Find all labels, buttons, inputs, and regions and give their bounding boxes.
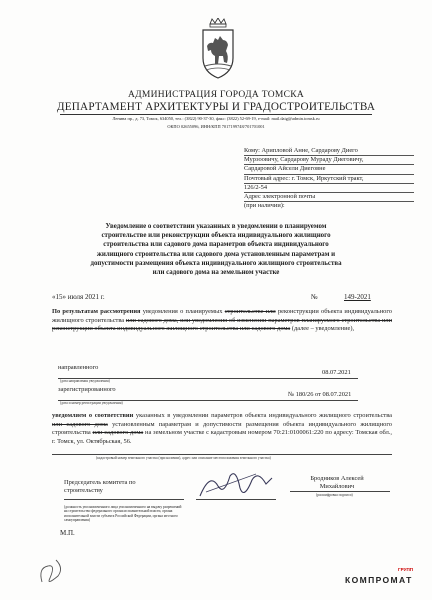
recipient-address: Почтовый адрес: г. Томск, Иркутский тракт, — [244, 175, 414, 184]
body-text: (далее – уведомление), — [290, 325, 355, 333]
header-okpo: ОКПО 02655096, ИНН/КПП 7017199748/701701001 — [167, 124, 265, 129]
body-lead: уведомляем о соответствии — [52, 412, 134, 419]
body-text: уведомления о планируемых — [140, 308, 225, 315]
body-struck-text: или садового дома — [92, 429, 144, 437]
cadastral-caption: (кадастровый номер земельного участка (при наличии), адрес или описание местоположения земельного участка) — [96, 456, 271, 460]
watermark-sub: ГРУПП — [398, 567, 414, 572]
recipient-line: Мурзоовичу, Сардарову Мураду Диеговичу, — [244, 156, 414, 165]
recipient-email-note: (при наличии): — [244, 202, 285, 210]
recipient-line: Кому: Арипловой Анне, Сардарову Диего — [244, 147, 414, 156]
title-line: Уведомление о соответствии указанных в уведомлении о планируемом — [105, 223, 327, 230]
header-department: ДЕПАРТАМЕНТ АРХИТЕКТУРЫ И ГРАДОСТРОИТЕЛЬСТВА — [56, 101, 376, 113]
registered-caption: (дата и номер регистрации уведомления) — [60, 401, 123, 405]
stamp-place-label: М.П. — [60, 529, 75, 537]
title-line: или садового дома на земельном участке — [152, 269, 280, 277]
registered-value: № 180/26 от 08.07.2021 — [288, 391, 352, 398]
title-line: строительства или садового дома параметров объекта индивидуального — [103, 241, 329, 249]
body-paragraph-1 — [52, 308, 392, 334]
body-text: реконструкции объекта индивидуального жилищного строительства — [52, 308, 392, 324]
recipient-line: Сардаровой Айсели Диеговне — [244, 165, 414, 174]
watermark-logo: КОМПРОМАТ — [345, 575, 413, 585]
notice-number: 149-2021 — [344, 293, 371, 301]
sent-caption: (дата направления уведомления) — [60, 379, 110, 383]
body-text: на земельном участке с кадастровым номером 70:21:0100061:220 по адресу: Томская обл., г. Томск, ул. Октябрьская, 56. — [52, 429, 392, 445]
notice-date: «15» июля 2021 г. — [52, 293, 105, 301]
signatory-position — [64, 479, 136, 495]
body-paragraph-2 — [52, 412, 392, 446]
body-text: установленным параметрам и допустимости размещения объекта индивидуального жилищного строительства — [52, 420, 392, 437]
title-line: строительстве или реконструкции объекта индивидуального жилищного — [101, 232, 331, 240]
sent-value: 08.07.2021 — [322, 369, 351, 376]
signatory-name — [282, 475, 392, 491]
handwritten-signature — [196, 466, 276, 502]
position-line: Председатель комитета по — [64, 479, 136, 486]
title-line: жилищного строительства или садового дома установленным параметрам и — [96, 250, 336, 258]
position-line: строительству — [64, 487, 103, 494]
recipient-block — [244, 147, 414, 210]
sent-label: направленного — [58, 364, 99, 371]
name-underline — [290, 491, 390, 492]
cadastral-underline — [52, 454, 392, 455]
position-caption: (должность уполномоченного лица уполномоченного на выдачу разрешений на строительство федерального органа исполнительной власти, органа исполнительной власти субъекта Российской Федерации, органа местного самоуправления) — [64, 505, 182, 523]
signature-underline — [196, 499, 276, 500]
body-struck-text: или садового дома, или уведомления об изменении параметров планируемого строительства или реконструкции объекта индивидуального жилищного строительства или садового дома — [52, 316, 392, 333]
registered-label: зарегистрированного — [58, 386, 116, 393]
header-address: Ленина пр., д. 73, Томск, 634050, тел.: (3822) 90-37-30, факс: (3822) 52-69-19, e-mail: mail.daig@admin.tomsk.ru — [112, 116, 320, 121]
name-line: Михайлович — [319, 483, 355, 490]
body-text: указанных в уведомлении параметров объекта индивидуального жилищного строительства — [133, 412, 392, 419]
header-divider — [60, 114, 372, 115]
body-struck-text: или садового дома — [52, 420, 108, 428]
name-caption: (расшифровка подписи) — [316, 493, 353, 497]
body-lead: По результатам рассмотрения — [52, 308, 141, 315]
notice-number-label: № — [311, 293, 318, 301]
body-struck-text: строительстве или — [224, 308, 276, 315]
handwritten-mark — [34, 538, 74, 588]
notice-title — [46, 222, 386, 277]
recipient-email-label: Адрес электронной почты — [244, 193, 414, 202]
title-line: допустимости размещения объекта индивидуального жилищного строительства — [90, 259, 342, 267]
name-line: Бродников Алексей — [310, 475, 364, 482]
header-city: АДМИНИСТРАЦИЯ ГОРОДА ТОМСКА — [127, 90, 305, 100]
position-underline — [64, 499, 184, 500]
recipient-address: 126/2-54 — [244, 184, 414, 193]
coat-of-arms-icon — [201, 18, 235, 80]
